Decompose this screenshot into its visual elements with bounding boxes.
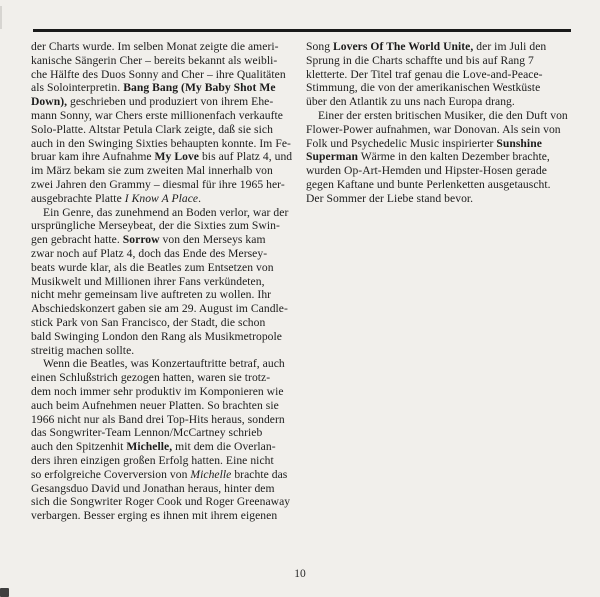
text-segment: Lovers Of The World Unite,	[333, 40, 474, 53]
text-segment: auch den Spitzenhit	[31, 440, 127, 454]
text-segment: im März bekam sie zum zweiten Mal innerhalb von	[31, 164, 273, 178]
text-segment: sich die Songwriter Roger Cook und Roger Greenaway	[31, 495, 291, 509]
text-segment: kanische Sängerin Cher – bereits bekannt als weibli-	[31, 53, 278, 67]
text-segment: che Hälfte des Duos Sonny and Cher – ihre Qualitäten	[31, 67, 286, 81]
text-segment: Sorrow	[122, 233, 160, 247]
text-line	[31, 123, 301, 137]
text-line	[31, 109, 301, 123]
text-line	[31, 495, 301, 509]
text-segment: der im Juli den	[473, 40, 547, 53]
text-segment: wurden Op-Art-Hemden und Hipster-Hosen gerade	[306, 164, 547, 178]
top-rule	[33, 29, 571, 32]
text-segment: .	[198, 191, 202, 205]
text-segment: Musikwelt und Millionen ihrer Fans verkündeten,	[31, 274, 265, 288]
text-line	[31, 164, 301, 178]
text-segment: Stimmung, die von der amerikanischen Westküste	[306, 81, 541, 95]
text-line	[31, 219, 301, 233]
text-line	[31, 371, 301, 385]
text-segment: Sprung in die Charts schaffte und bis auf Rang 7	[306, 53, 534, 67]
text-line	[31, 399, 301, 413]
text-segment: verbargen. Besser erging es ihnen mit ihrem eigenen	[31, 509, 278, 523]
text-segment: ders ihren einzigen großen Erfolg hatten. Eine nicht	[31, 453, 274, 467]
text-line	[31, 275, 301, 289]
text-line	[31, 482, 301, 496]
text-segment: gegen Kaftane und bunte Perlenketten ausgetauscht.	[306, 177, 551, 191]
text-segment: Bang Bang (My Baby Shot Me	[123, 81, 276, 95]
text-line	[31, 137, 301, 151]
text-line	[306, 123, 576, 137]
text-segment: Flower-Power aufnahmen, war Donovan. Als sein von	[306, 122, 561, 136]
text-line	[31, 288, 301, 302]
text-segment: auch in den Swinging Sixties behaupten konnte. Im Fe-	[31, 136, 291, 150]
text-segment: 1966 nicht nur als Band drei Top-Hits heraus, sondern	[31, 412, 285, 426]
right-column	[306, 40, 576, 206]
text-segment: geschrieben und produziert von ihrem Ehe-	[67, 95, 274, 109]
text-line	[31, 150, 301, 164]
text-segment: so erfolgreiche Coverversion von	[31, 467, 191, 481]
text-line	[31, 247, 301, 261]
text-line	[306, 137, 576, 151]
text-line	[31, 509, 301, 523]
text-segment: bald Swinging London den Rang als Musikmetropole	[31, 329, 282, 343]
text-segment: Michelle,	[126, 440, 173, 454]
text-segment: beats wurde klar, als die Beatles zum Entsetzen von	[31, 260, 274, 274]
text-segment: dem noch immer sehr produktiv im Komponieren wie	[31, 384, 284, 398]
text-line	[306, 40, 576, 54]
scan-artifact-top-left	[0, 6, 2, 29]
text-segment: Sunshine	[496, 136, 542, 150]
text-segment: stick Park von San Francisco, der Stadt, die schon	[31, 315, 266, 329]
text-segment: mann Sonny, war Chers erste millionenfach verkaufte	[31, 108, 283, 122]
scan-artifact-bottom-left	[0, 588, 9, 597]
text-line	[31, 192, 301, 206]
text-line	[31, 54, 301, 68]
text-segment: das Songwriter-Team Lennon/McCartney schrieb	[31, 426, 263, 440]
text-segment: Ein Genre, das zunehmend an Boden verlor, war der	[43, 205, 289, 219]
text-line	[31, 206, 301, 220]
text-line	[31, 40, 301, 54]
text-segment: kletterte. Der Titel traf genau die Love-and-Peace-	[306, 67, 543, 81]
text-line	[31, 413, 301, 427]
text-segment: als Solointerpretin.	[31, 81, 124, 95]
text-segment: brachte das	[231, 467, 288, 481]
text-segment: Der Sommer der Liebe stand bevor.	[306, 191, 474, 205]
text-segment: einen Schlußstrich gezogen hatten, waren sie trotz-	[31, 371, 271, 385]
text-line	[31, 316, 301, 330]
text-segment: bruar kam ihre Aufnahme	[31, 150, 155, 164]
text-segment: Einer der ersten britischen Musiker, die den Duft von	[318, 108, 568, 122]
text-segment: ausgebrachte Platte	[31, 191, 125, 205]
text-segment: bis auf Platz 4, und	[199, 150, 293, 164]
text-segment: zwei Jahren den Grammy – diesmal für ihre 1965 her-	[31, 177, 285, 191]
text-line	[31, 95, 301, 109]
text-line	[31, 233, 301, 247]
text-segment: Abschiedskonzert gaben sie am 29. August im Candle-	[31, 302, 288, 316]
text-segment: von den Merseys kam	[159, 233, 266, 247]
text-line	[31, 468, 301, 482]
page-number: 10	[294, 568, 306, 580]
text-line	[31, 440, 301, 454]
text-line	[31, 81, 301, 95]
text-line	[306, 68, 576, 82]
text-segment: nicht mehr gemeinsam live auftreten zu wollen. Ihr	[31, 288, 272, 302]
text-segment: der Charts wurde. Im selben Monat zeigte die ameri-	[31, 40, 279, 53]
text-line	[306, 178, 576, 192]
text-segment: gen gebracht hatte.	[31, 233, 123, 247]
text-segment: streitig machen sollte.	[31, 343, 135, 357]
text-segment: ursprüngliche Merseybeat, der die Sixties zum Swin-	[31, 219, 280, 233]
text-segment: Song	[306, 40, 333, 53]
text-line	[31, 302, 301, 316]
text-segment: Michelle	[190, 467, 232, 481]
text-line	[31, 178, 301, 192]
text-line	[31, 330, 301, 344]
text-line	[31, 344, 301, 358]
text-line	[306, 164, 576, 178]
text-segment: auch beim Aufnehmen neuer Platten. So brachten sie	[31, 398, 279, 412]
text-line	[31, 261, 301, 275]
text-segment: Gesangsduo David und Jonathan heraus, hinter dem	[31, 481, 275, 495]
text-line	[306, 192, 576, 206]
text-line	[306, 109, 576, 123]
text-line	[31, 426, 301, 440]
text-segment: Wenn die Beatles, was Konzertauftritte betraf, auch	[43, 357, 285, 371]
text-line	[31, 357, 301, 371]
text-line	[31, 68, 301, 82]
text-line	[306, 95, 576, 109]
text-line	[306, 81, 576, 95]
left-column	[31, 40, 301, 523]
text-segment: I Know A Place	[124, 191, 199, 205]
text-segment: über den Atlantik zu uns nach Europa drang.	[306, 95, 515, 109]
text-segment: Wärme in den kalten Dezember brachte,	[357, 150, 550, 164]
text-line	[306, 150, 576, 164]
text-segment: Folk und Psychedelic Music inspirierter	[306, 136, 497, 150]
text-segment: My Love	[154, 150, 200, 164]
text-segment: mit dem die Overlan-	[172, 440, 276, 454]
text-line	[306, 54, 576, 68]
text-line	[31, 385, 301, 399]
text-line	[31, 454, 301, 468]
text-segment: Superman	[306, 150, 358, 164]
text-segment: Down),	[31, 95, 68, 109]
text-segment: zwar noch auf Platz 4, doch das Ende des Mersey-	[31, 246, 268, 260]
text-segment: Solo-Platte. Altstar Petula Clark zeigte, daß sie sich	[31, 122, 273, 136]
